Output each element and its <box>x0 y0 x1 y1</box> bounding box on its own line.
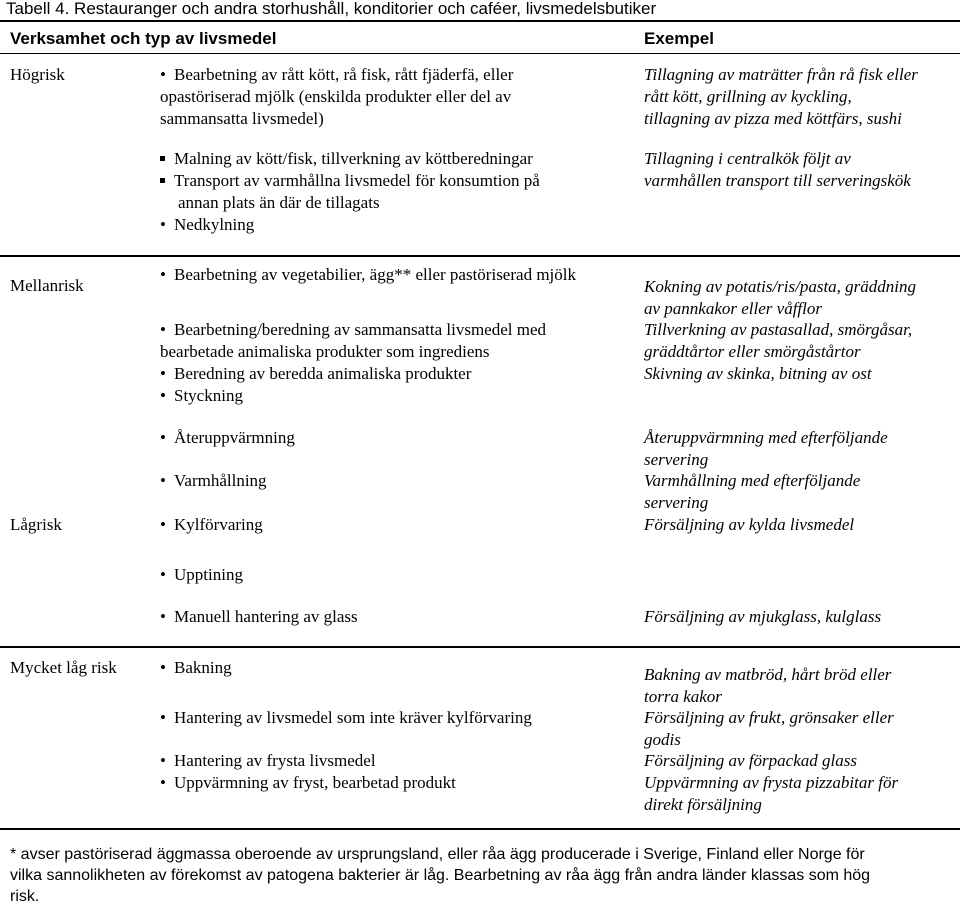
item-text: Beredning av beredda animaliska produkter <box>174 364 472 383</box>
list-item <box>160 514 263 536</box>
list-item <box>160 170 540 214</box>
example-line: av pannkakor eller våfflor <box>644 299 822 318</box>
rule-top <box>0 20 960 22</box>
item-text: Hantering av frysta livsmedel <box>174 751 376 770</box>
item-text: Bearbetning av vegetabilier, ägg** eller pastöriserad mjölk <box>174 265 576 284</box>
bullet-icon: • <box>160 386 166 405</box>
example-text <box>644 750 898 816</box>
item-text: Bearbetning/beredning av sammansatta livsmedel med <box>174 320 546 339</box>
example-line: Tillagning av maträtter från rå fisk eller <box>644 65 918 84</box>
item-text: Manuell hantering av glass <box>174 607 358 626</box>
list-item <box>160 750 456 794</box>
example-line: Skivning av skinka, bitning av ost <box>644 364 872 383</box>
example-line: Uppvärmning av frysta pizzabitar för <box>644 773 899 792</box>
example-text: Försäljning av kylda livsmedel <box>644 515 855 534</box>
bullet-icon: • <box>160 515 166 534</box>
example-text <box>644 319 912 385</box>
footnote-line: * avser pastöriserad äggmassa oberoende av ursprungsland, eller råa ägg producerade i Sverige, Finland eller Norge för <box>10 846 865 863</box>
bullet-icon: • <box>160 708 166 727</box>
example-line: Tillverkning av pastasallad, smörgåsar, <box>644 320 913 339</box>
bullet-icon: • <box>160 751 166 770</box>
bullet-icon: • <box>160 658 166 677</box>
example-text <box>644 664 891 708</box>
footnote-line: risk. <box>10 888 40 905</box>
example-text: Försäljning av mjukglass, kulglass <box>644 607 882 626</box>
risk-label-high: Högrisk <box>10 65 65 84</box>
bullet-icon: • <box>160 65 166 84</box>
example-line: direkt försäljning <box>644 795 762 814</box>
example-text <box>644 427 888 471</box>
bullet-icon: • <box>160 320 166 339</box>
list-item <box>160 427 295 449</box>
table-title-text: Tabell 4. Restauranger och andra storhushåll, konditorier och caféer, livsmedelsbutiker <box>6 0 657 18</box>
example-text <box>644 707 894 751</box>
example-line: servering <box>644 450 709 469</box>
bullet-icon: • <box>160 773 166 792</box>
item-text: Nedkylning <box>174 215 255 234</box>
item-text: bearbetade animaliska produkter som ingrediens <box>160 342 490 361</box>
risk-label-medium: Mellanrisk <box>10 276 84 295</box>
item-text: Bearbetning av rått kött, rå fisk, rått fjäderfä, eller <box>174 65 514 84</box>
example-line: godis <box>644 730 681 749</box>
example-line: servering <box>644 493 709 512</box>
list-item <box>160 564 243 586</box>
list-item <box>160 264 576 286</box>
item-text: Malning av kött/fisk, tillverkning av köttberedningar <box>174 149 533 168</box>
bullet-icon: • <box>160 364 166 383</box>
example-line: Försäljning av frukt, grönsaker eller <box>644 708 894 727</box>
item-text: Upptining <box>174 565 243 584</box>
table-title <box>6 0 656 20</box>
example-line: varmhållen transport till serveringskök <box>644 171 911 190</box>
list-item <box>160 657 232 679</box>
bullet-icon: • <box>160 565 166 584</box>
rule-high <box>0 255 960 257</box>
square-bullet-icon <box>160 170 174 192</box>
item-text: Uppvärmning av fryst, bearbetad produkt <box>174 773 456 792</box>
example-line: rått kött, grillning av kyckling, <box>644 87 852 106</box>
example-line: Försäljning av förpackad glass <box>644 751 857 770</box>
example-line: Återuppvärmning med efterföljande <box>644 428 888 447</box>
item-text: Styckning <box>174 386 243 405</box>
item-text: opastöriserad mjölk (enskilda produkter eller del av <box>160 87 512 106</box>
rule-header <box>0 53 960 54</box>
list-item <box>160 319 546 407</box>
example-line: Tillagning i centralkök följt av <box>644 149 851 168</box>
risk-label-low: Lågrisk <box>10 515 62 534</box>
example-line: Kokning av potatis/ris/pasta, gräddning <box>644 277 917 296</box>
item-text: Återuppvärmning <box>174 428 295 447</box>
list-item <box>160 707 532 729</box>
risk-label-very-low: Mycket låg risk <box>10 658 117 677</box>
list-item <box>160 470 267 492</box>
rule-low <box>0 646 960 648</box>
list-item <box>160 64 513 130</box>
item-text: Hantering av livsmedel som inte kräver kylförvaring <box>174 708 532 727</box>
example-text <box>644 148 911 192</box>
list-item <box>160 606 358 628</box>
item-text: annan plats än där de tillagats <box>178 193 380 212</box>
item-text: Kylförvaring <box>174 515 263 534</box>
list-item <box>160 214 254 236</box>
example-line: torra kakor <box>644 687 722 706</box>
example-line: Bakning av matbröd, hårt bröd eller <box>644 665 892 684</box>
bullet-icon: • <box>160 471 166 490</box>
bullet-icon: • <box>160 607 166 626</box>
example-line: Varmhållning med efterföljande <box>644 471 861 490</box>
example-line: gräddtårtor eller smörgåstårtor <box>644 342 861 361</box>
footnote <box>10 844 870 907</box>
bullet-icon: • <box>160 428 166 447</box>
example-line: tillagning av pizza med köttfärs, sushi <box>644 109 902 128</box>
header-activity: Verksamhet och typ av livsmedel <box>10 29 277 48</box>
bullet-icon: • <box>160 265 166 284</box>
footnote-line: vilka sannolikheten av förekomst av patogena bakterier är låg. Bearbetning av råa ägg från andra länder klassas som hög <box>10 867 871 884</box>
list-item <box>160 148 533 170</box>
item-text: Transport av varmhållna livsmedel för konsumtion på <box>174 171 540 190</box>
example-text <box>644 64 918 130</box>
item-text: Bakning <box>174 658 232 677</box>
item-text: Varmhållning <box>174 471 267 490</box>
header-example: Exempel <box>644 29 714 48</box>
square-bullet-icon <box>160 148 174 170</box>
bullet-icon: • <box>160 215 166 234</box>
item-text: sammansatta livsmedel) <box>160 109 324 128</box>
rule-bottom <box>0 828 960 830</box>
example-text <box>644 470 860 514</box>
example-text <box>644 276 916 320</box>
